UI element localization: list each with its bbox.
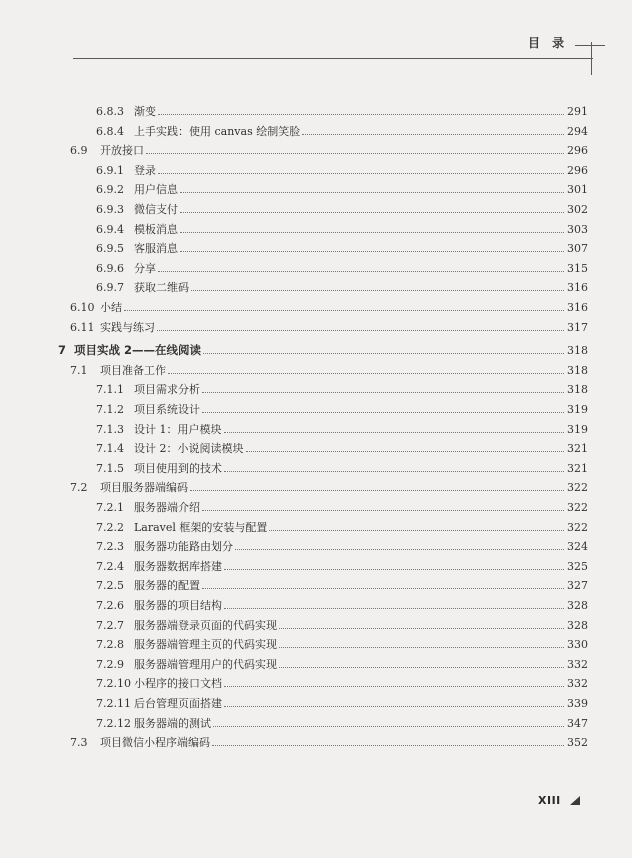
toc-entry-page: 315 <box>567 261 588 275</box>
toc-entry-number: 6.10 <box>70 301 95 314</box>
toc-entry-title: 服务器端介绍 <box>134 501 200 514</box>
toc-entry-page: 318 <box>567 344 588 358</box>
toc-entry-page: 296 <box>567 144 588 158</box>
dot-leader <box>235 549 564 550</box>
toc-entry-page: 321 <box>567 442 588 456</box>
toc-entry-page: 327 <box>567 579 588 593</box>
toc-entry-title: 服务器端登录页面的代码实现 <box>134 618 277 632</box>
dot-leader <box>191 290 564 291</box>
toc-entry-page: 325 <box>567 559 588 573</box>
toc-entry <box>96 178 588 196</box>
toc-entry-number: 7.1.5 <box>96 461 124 475</box>
dot-leader <box>202 392 564 393</box>
toc-entry-title: 登录 <box>134 163 156 177</box>
dot-leader <box>202 510 564 511</box>
dot-leader <box>213 726 564 727</box>
toc-entry-page: 322 <box>567 501 588 514</box>
dot-leader <box>124 310 564 311</box>
dot-leader <box>180 212 564 213</box>
toc-entry-page: 339 <box>567 697 588 710</box>
toc-entry-page: 319 <box>567 422 588 436</box>
toc-entry <box>96 614 588 632</box>
toc-entry-title: 项目需求分析 <box>134 383 200 397</box>
toc-entry-title: 设计 1：用户模块 <box>134 422 222 436</box>
toc-entry <box>96 198 588 216</box>
toc-entry-title: 服务器的项目结构 <box>134 599 222 612</box>
toc-entry-page: 317 <box>567 320 588 334</box>
toc-entry <box>96 692 588 710</box>
toc-entry-number: 7.2.4 <box>96 559 124 573</box>
toc-entry-number: 7.1.1 <box>96 383 124 397</box>
toc-entry-title: 实践与练习 <box>100 320 155 334</box>
dot-leader <box>202 588 564 589</box>
toc-entry-title: 分享 <box>134 261 156 275</box>
dot-leader <box>224 569 564 570</box>
toc-entry <box>96 237 588 255</box>
toc-entry-number: 7.2.10 <box>96 677 131 691</box>
toc-entry <box>96 712 588 730</box>
dot-leader <box>158 173 564 174</box>
toc-entry <box>96 418 588 436</box>
toc-entry <box>70 359 588 377</box>
toc-entry <box>96 398 588 416</box>
toc-entry-page: 322 <box>567 481 588 495</box>
toc-entry-number: 7.2.6 <box>96 599 124 612</box>
header-corner-tick <box>591 42 592 75</box>
toc-entry <box>70 476 588 494</box>
toc-entry-number: 7.2.9 <box>96 657 124 671</box>
toc-entry-page: 303 <box>567 222 588 236</box>
dot-leader <box>158 271 564 272</box>
toc-entry <box>96 594 588 612</box>
toc-entry <box>96 496 588 514</box>
dot-leader <box>180 251 564 252</box>
toc-entry-title: 项目使用到的技术 <box>134 461 222 475</box>
toc-entry-page: 307 <box>567 242 588 256</box>
toc-entry-page: 318 <box>567 363 588 377</box>
toc-entry-number: 6.9 <box>70 144 88 158</box>
toc-entry-title: 服务器功能路由划分 <box>134 540 233 554</box>
page-number: XIII <box>538 794 561 807</box>
toc-entry-number: 7.1.4 <box>96 442 124 456</box>
toc-entry-title: 用户信息 <box>134 183 178 197</box>
dot-leader <box>202 412 564 413</box>
toc-entry-page: 301 <box>567 183 588 197</box>
toc-entry <box>96 672 588 690</box>
toc-entry-page: 328 <box>567 618 588 632</box>
toc-entry-number: 7.2 <box>70 481 88 495</box>
toc-entry <box>70 296 588 314</box>
toc-entry-title: 服务器端的测试 <box>134 716 211 730</box>
toc-entry-title: 项目准备工作 <box>100 363 166 377</box>
toc-entry-title: 渐变 <box>134 105 156 118</box>
dot-leader <box>279 628 564 629</box>
toc-entry-title: 客服消息 <box>134 242 178 256</box>
header-rule <box>73 58 593 59</box>
toc-entry-number: 7.1.2 <box>96 403 124 416</box>
toc-entry-page: 321 <box>567 461 588 475</box>
toc-entry <box>96 100 588 118</box>
toc-entry-title: 项目系统设计 <box>134 403 200 416</box>
toc-entry-page: 328 <box>567 599 588 612</box>
toc-entry <box>96 378 588 396</box>
toc-entry-number: 6.9.1 <box>96 163 124 177</box>
dot-leader <box>302 134 564 135</box>
dot-leader <box>279 667 564 668</box>
toc-entry-title: 项目服务器端编码 <box>100 481 188 495</box>
toc-entry-page: 347 <box>567 716 588 730</box>
toc-entry-page: 352 <box>567 736 588 750</box>
dot-leader <box>224 471 564 472</box>
toc-entry <box>58 339 588 357</box>
toc-entry-title: 服务器数据库搭建 <box>134 559 222 573</box>
toc-entry-title: 模板消息 <box>134 222 178 236</box>
dot-leader <box>224 608 564 609</box>
dot-leader <box>269 530 564 531</box>
dot-leader <box>158 114 564 115</box>
page-title: 目 录 <box>528 36 569 50</box>
toc-entry-page: 291 <box>567 105 588 118</box>
toc-entry-number: 7 <box>58 343 67 358</box>
toc-entry <box>96 535 588 553</box>
toc-entry-page: 319 <box>567 403 588 416</box>
toc-entry-title: 服务器的配置 <box>134 579 200 593</box>
toc-entry <box>96 633 588 651</box>
toc-entry-number: 7.1 <box>70 363 88 377</box>
toc-entry-title: 设计 2：小说阅读模块 <box>134 442 244 456</box>
toc-entry-title: 项目微信小程序端编码 <box>100 736 210 750</box>
toc-entry <box>70 139 588 157</box>
toc-entry-page: 332 <box>567 657 588 671</box>
toc-entry-number: 6.8.4 <box>96 124 124 138</box>
toc-entry <box>96 276 588 294</box>
toc-entry-page: 294 <box>567 124 588 138</box>
toc-entry-number: 7.2.12 <box>96 716 131 730</box>
toc-entry <box>70 731 588 749</box>
toc-entry-page: 302 <box>567 203 588 216</box>
toc-entry-number: 7.2.1 <box>96 501 124 514</box>
dot-leader <box>203 353 564 354</box>
toc-entry <box>96 574 588 592</box>
dot-leader <box>180 232 564 233</box>
toc-entry-title: 小结 <box>100 301 122 314</box>
toc-entry-number: 7.2.8 <box>96 638 124 652</box>
dot-leader <box>246 451 565 452</box>
toc-entry-number: 7.2.5 <box>96 579 124 593</box>
toc-entry-title: Laravel 框架的安装与配置 <box>134 520 268 534</box>
toc-entry-number: 6.9.3 <box>96 203 124 216</box>
dot-leader <box>224 706 564 707</box>
dot-leader <box>212 745 564 746</box>
toc-entry-title: 开放接口 <box>100 144 144 158</box>
toc-entry-title: 微信支付 <box>134 203 178 216</box>
toc-entry <box>96 257 588 275</box>
toc-entry-title: 服务器端管理用户的代码实现 <box>134 657 277 671</box>
corner-triangle-icon <box>570 796 580 805</box>
toc-entry-page: 332 <box>567 677 588 691</box>
toc-entry-number: 7.2.11 <box>96 697 131 710</box>
toc-entry-number: 7.2.2 <box>96 520 124 534</box>
dot-leader <box>168 373 564 374</box>
toc-entry-number: 7.2.7 <box>96 618 124 632</box>
toc-entry-page: 296 <box>567 163 588 177</box>
toc-entry <box>96 653 588 671</box>
toc-entry <box>70 316 588 334</box>
toc-entry-number: 6.9.4 <box>96 222 124 236</box>
toc-entry <box>96 218 588 236</box>
toc-entry-title: 小程序的接口文档 <box>134 677 222 691</box>
toc-entry-number: 6.8.3 <box>96 105 124 118</box>
toc-entry-page: 324 <box>567 540 588 554</box>
toc-entry-title: 服务器端管理主页的代码实现 <box>134 638 277 652</box>
dot-leader <box>180 192 564 193</box>
toc-entry-number: 7.3 <box>70 736 88 750</box>
toc-entry-number: 6.11 <box>70 320 95 334</box>
toc-entry-page: 316 <box>567 301 588 314</box>
toc-entry <box>96 555 588 573</box>
toc-entry <box>96 159 588 177</box>
toc-entry-number: 6.9.5 <box>96 242 124 256</box>
dot-leader <box>146 153 564 154</box>
toc-entry <box>96 120 588 138</box>
toc-entry-number: 6.9.7 <box>96 281 124 295</box>
toc-entry-number: 7.1.3 <box>96 422 124 436</box>
dot-leader <box>279 647 564 648</box>
toc-entry-page: 330 <box>567 638 588 652</box>
toc-entry <box>96 437 588 455</box>
dot-leader <box>224 686 564 687</box>
dot-leader <box>157 330 564 331</box>
toc-entry <box>96 457 588 475</box>
toc-entry-page: 316 <box>567 281 588 295</box>
toc-entry-number: 6.9.6 <box>96 261 124 275</box>
toc-entry <box>96 516 588 534</box>
toc-entry-number: 7.2.3 <box>96 540 124 554</box>
toc-entry-page: 318 <box>567 383 588 397</box>
toc-entry-number: 6.9.2 <box>96 183 124 197</box>
toc-entry-title: 后台管理页面搭建 <box>134 697 222 710</box>
toc-entry-title: 获取二维码 <box>134 281 189 295</box>
toc-entry-page: 322 <box>567 520 588 534</box>
dot-leader <box>190 490 564 491</box>
toc-entry-title: 上手实践：使用 canvas 绘制笑脸 <box>134 124 301 138</box>
toc-entry-title: 项目实战 2——在线阅读 <box>74 343 202 358</box>
dot-leader <box>224 432 565 433</box>
